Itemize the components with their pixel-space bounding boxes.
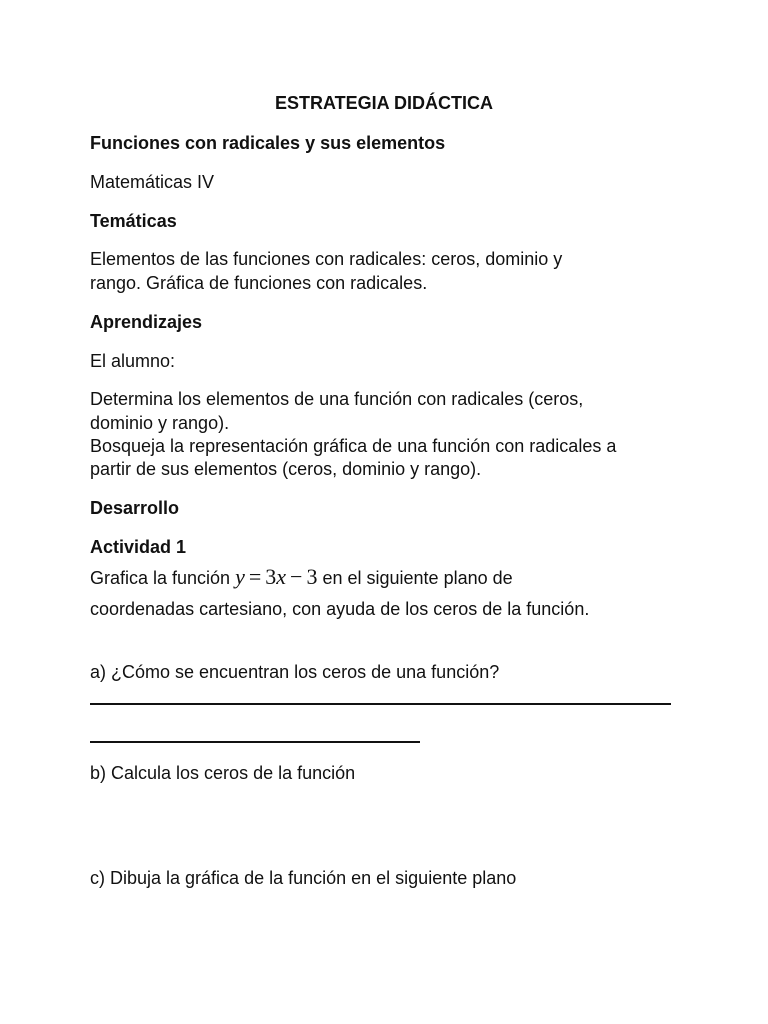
equation-lhs: y — [235, 564, 245, 589]
equation — [235, 564, 317, 589]
aprendizaje-1-line-2: dominio y rango). — [90, 413, 230, 433]
answer-line-2 — [90, 741, 420, 743]
actividad-text-before: Grafica la función — [90, 568, 231, 588]
tematicas-text-line-1: Elementos de las funciones con radicales: ceros, dominio y — [90, 249, 563, 269]
equation-coefficient: 3 — [265, 564, 277, 589]
course-name: Matemáticas IV — [90, 172, 215, 192]
actividad-heading: Actividad 1 — [90, 537, 187, 557]
actividad-text-after: en el siguiente plano de — [322, 568, 513, 588]
desarrollo-heading: Desarrollo — [90, 498, 180, 518]
equation-constant: 3 — [306, 564, 318, 589]
tematicas-heading: Temáticas — [90, 211, 177, 231]
tematicas-text-line-2: rango. Gráfica de funciones con radicales. — [90, 273, 428, 293]
equation-minus: − — [290, 564, 303, 589]
answer-line-1 — [90, 703, 671, 705]
actividad-text-line-1 — [90, 565, 513, 590]
equation-variable: x — [276, 564, 287, 589]
document-title: ESTRATEGIA DIDÁCTICA — [275, 93, 493, 113]
question-a: a) ¿Cómo se encuentran los ceros de una función? — [90, 662, 500, 682]
question-b: b) Calcula los ceros de la función — [90, 763, 356, 783]
actividad-text-line-2: coordenadas cartesiano, con ayuda de los ceros de la función. — [90, 599, 590, 619]
question-c: c) Dibuja la gráfica de la función en el siguiente plano — [90, 868, 517, 888]
aprendizajes-heading: Aprendizajes — [90, 312, 203, 332]
aprendizaje-2-line-1: Bosqueja la representación gráfica de una función con radicales a — [90, 436, 617, 456]
aprendizaje-1-line-1: Determina los elementos de una función con radicales (ceros, — [90, 389, 584, 409]
alumno-label: El alumno: — [90, 351, 176, 371]
document-subtitle: Funciones con radicales y sus elementos — [90, 133, 446, 153]
aprendizaje-2-line-2: partir de sus elementos (ceros, dominio y rango). — [90, 459, 482, 479]
equation-equals: = — [248, 564, 262, 589]
